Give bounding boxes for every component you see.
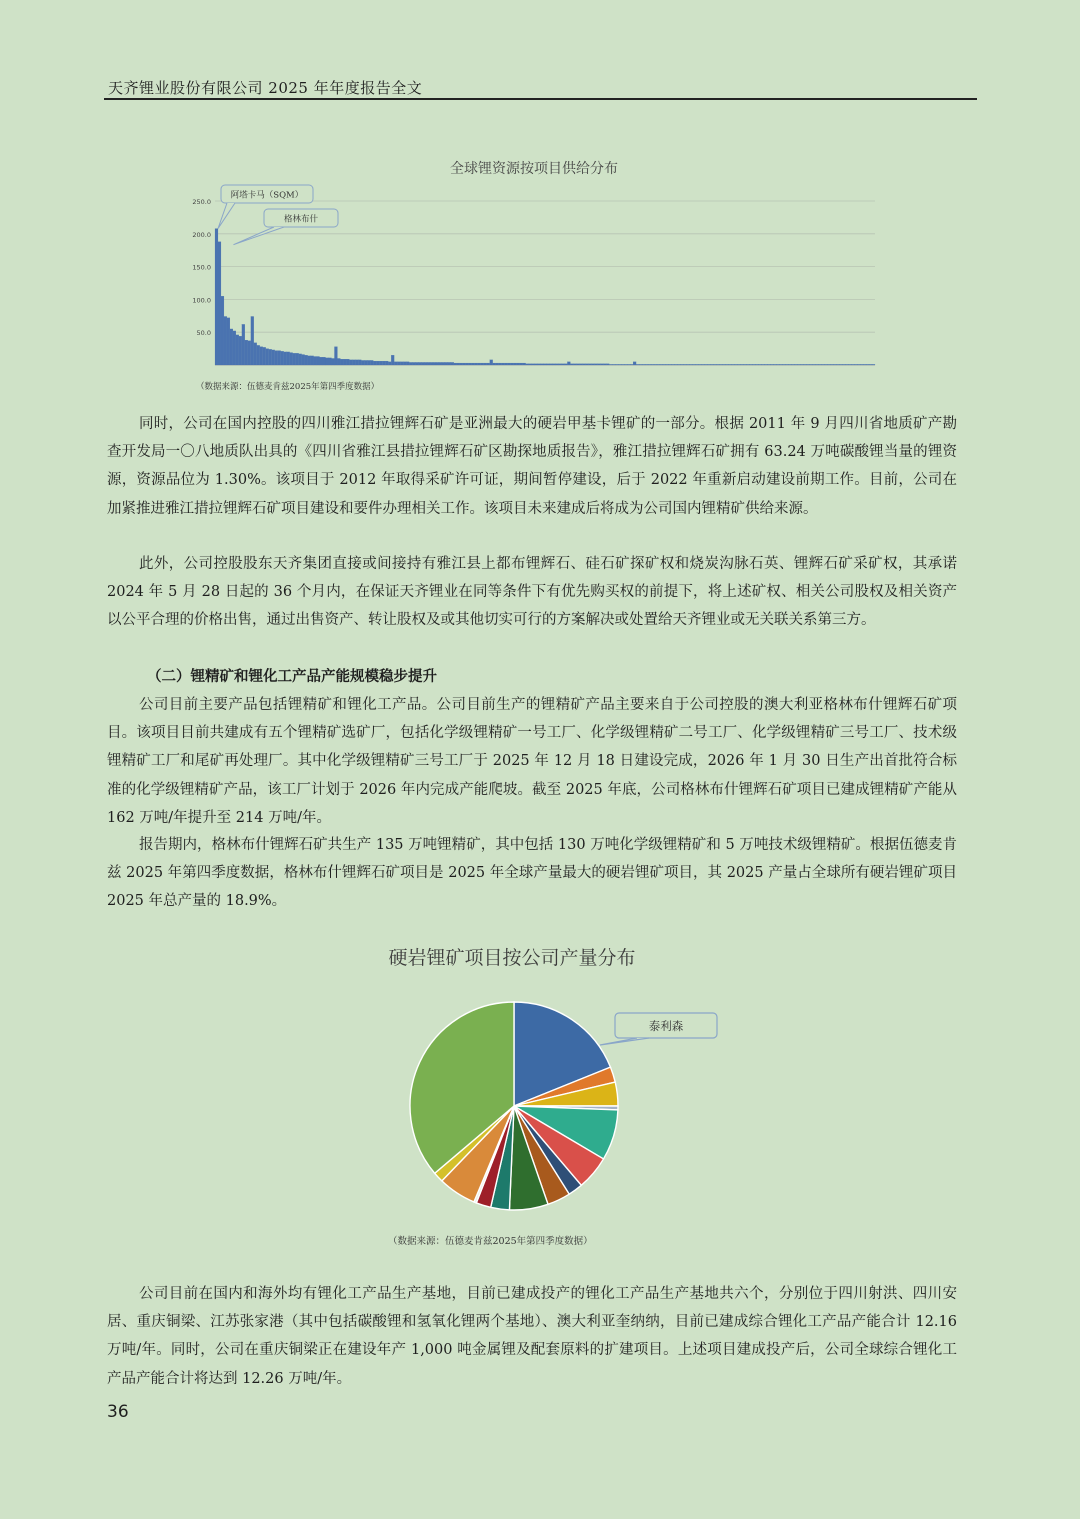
callout-pointer-talison [600,1038,649,1045]
bar-chart-title: 全球锂资源按项目供给分布 [450,161,618,177]
bar-chart-source: （数据来源：伍德麦肯兹2025年第四季度数据） [196,382,380,392]
paragraph-greenbushes-output: 报告期内，格林布什锂辉石矿共生产 135 万吨锂精矿，其中包括 130 万吨化学级锂精矿和 5 万吨技术级锂精矿。根据伍德麦肯兹 2025 年第四季度数据，格林布什锂辉石矿项目是 2025 年全球产量最大的硬岩锂矿项目，其 2025 产量占全球所有硬岩锂矿项目 2025 年总产量的 18.9%。 [107,837,957,910]
bar-ytick-label: 200.0 [192,230,211,239]
bar-ytick-label: 150.0 [192,263,211,272]
callout-label-greenbushes: 格林布什 [283,214,319,225]
bar-ytick-label: 100.0 [192,296,211,305]
paragraph-chemical-bases: 公司目前在国内和海外均有锂化工产品生产基地，目前已建成投产的锂化工产品生产基地共六个，分别位于四川射洪、四川安居、重庆铜梁、江苏张家港（其中包括碳酸锂和氢氧化锂两个基地）、澳大利亚奎纳纳，目前已建成综合锂化工产品产能合计 12.16 万吨/年。同时，公司在重庆铜梁正在建设年产 1,000 吨金属锂及配套原料的扩建项目。上述项目建成投产后，公司全球综合锂化工产品产能合计将达到 12.26 万吨/年。 [107,1286,957,1387]
bar-ytick-label: 250.0 [192,198,211,206]
pie-chart-source: （数据来源：伍德麦肯兹2025年第四季度数据） [388,1236,593,1247]
bar-ytick-label: 50.0 [196,329,211,338]
section-heading: （二）锂精矿和锂化工产品产能规模稳步提升 [147,668,437,685]
callout-label-talison: 泰利森 [648,1019,684,1033]
pie-chart-title: 硬岩锂矿项目按公司产量分布 [388,947,636,969]
paragraph-yajiang-mine: 同时，公司在国内控股的四川雅江措拉锂辉石矿是亚洲最大的硬岩甲基卡锂矿的一部分。根据 2011 年 9 月四川省地质矿产勘查开发局一〇八地质队出具的《四川省雅江县措拉锂辉石矿区勘探地质报告》，雅江措拉锂辉石矿拥有 63.24 万吨碳酸锂当量的锂资源，资源品位为 1.30%。该项目于 2012 年取得采矿许可证，期间暂停建设，后于 2022 年重新启动建设前期工作。目前，公司在加紧推进雅江措拉锂辉石矿项目建设和要件办理相关工作。该项目未来建成后将成为公司国内锂精矿供给来源。 [107,416,957,517]
report-header-title: 天齐锂业股份有限公司 2025 年年度报告全文 [108,79,423,97]
page-number: 36 [107,1402,129,1422]
paragraph-products: 公司目前主要产品包括锂精矿和锂化工产品。公司目前生产的锂精矿产品主要来自于公司控股的澳大利亚格林布什锂辉石矿项目。该项目目前共建成有五个锂精矿选矿厂，包括化学级锂精矿一号工厂、化学级锂精矿二号工厂、化学级锂精矿三号工厂、技术级锂精矿工厂和尾矿再处理厂。其中化学级锂精矿三号工厂于 2025 年 12 月 18 日建设完成，2026 年 1 月 30 日生产出首批符合标准的化学级锂精矿产品，该工厂计划于 2026 年内完成产能爬坡。截至 2025 年底，公司格林布什锂辉石矿项目已建成锂精矿产能从 162 万吨/年提升至 214 万吨/年。 [107,697,957,826]
callout-label-atacama: 阿塔卡马（SQM） [230,190,304,201]
paragraph-controlling-shareholder: 此外，公司控股股东天齐集团直接或间接持有雅江县上都布锂辉石、硅石矿探矿权和烧炭沟脉石英、锂辉石矿采矿权，其承诺 2024 年 5 月 28 日起的 36 个月内，在保证天齐锂业在同等条件下有优先购买权的前提下，将上述矿权、相关公司股权及相关资产以公平合理的价格出售，通过出售资产、转让股权及或其他切实可行的方案解决或处置给天齐锂业或无关联关系第三方。 [107,556,957,629]
